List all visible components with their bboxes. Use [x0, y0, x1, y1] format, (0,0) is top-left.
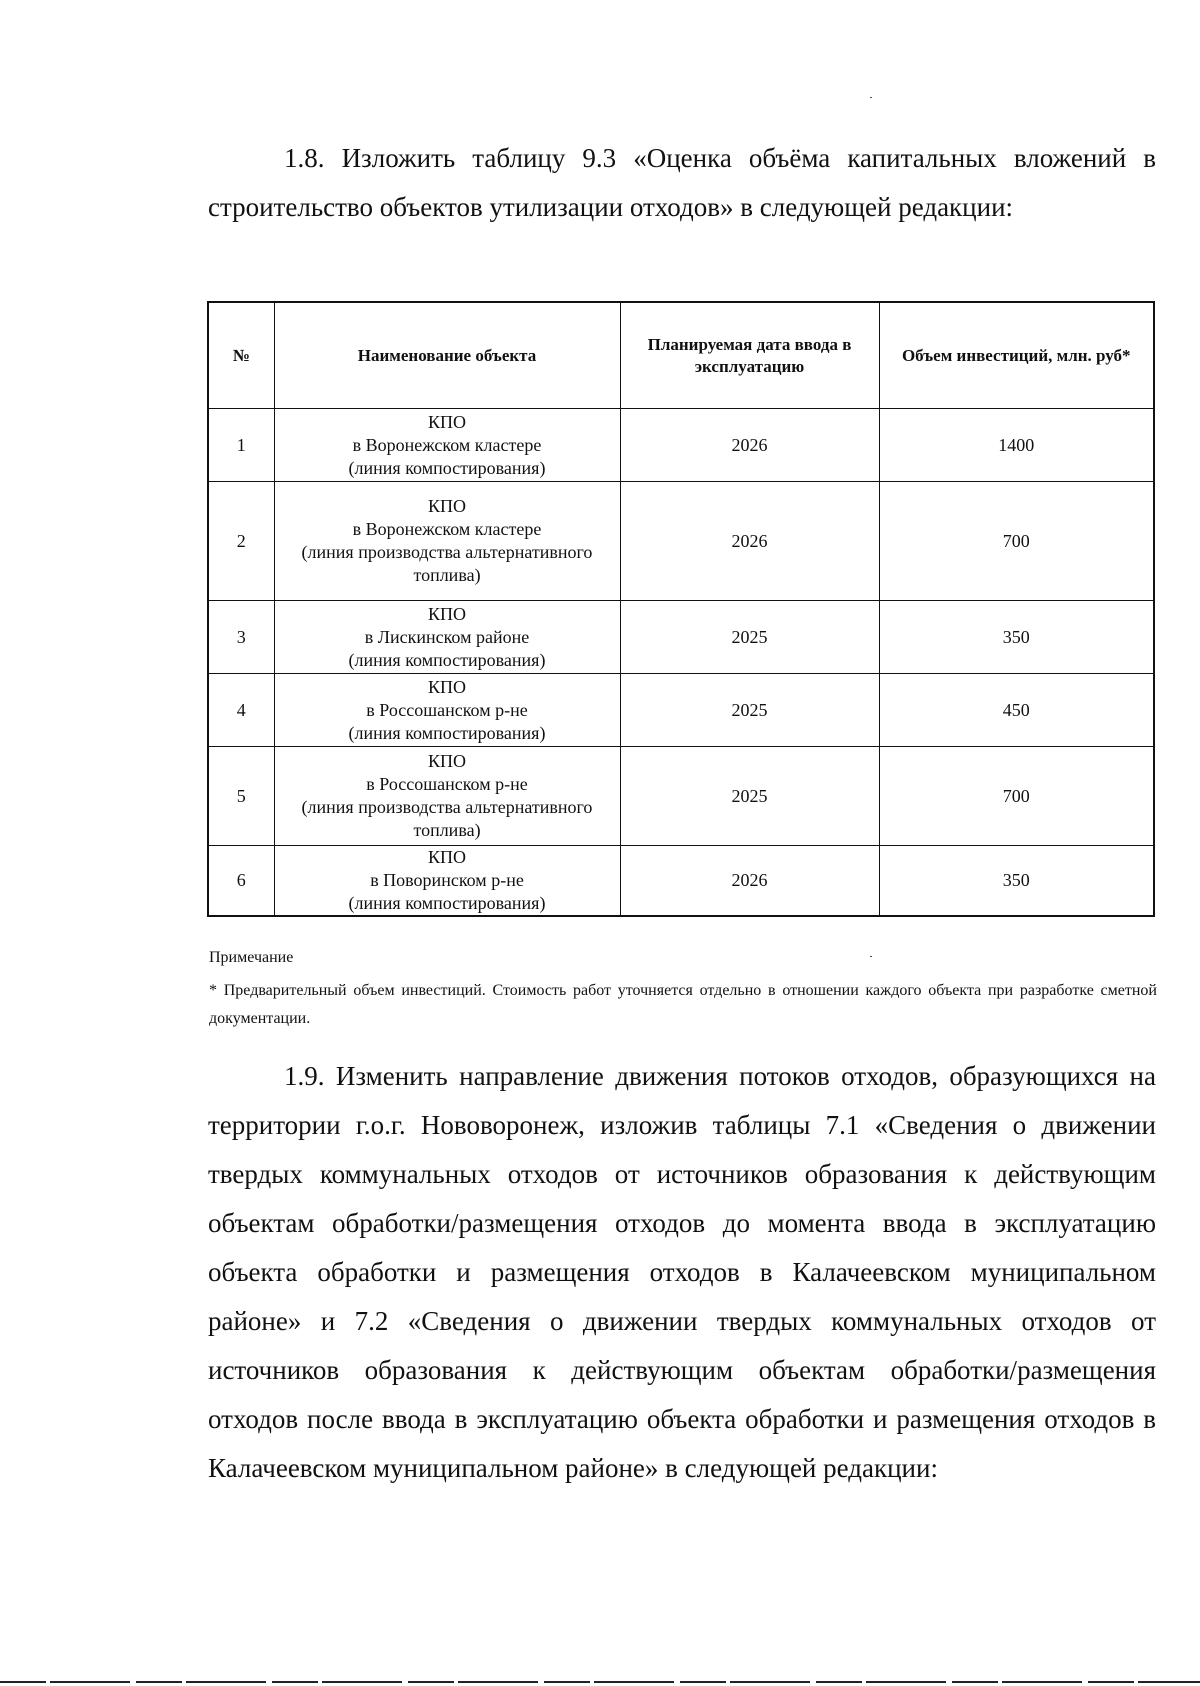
cell-date: 2026 — [620, 409, 879, 482]
cell-name — [274, 409, 620, 482]
cell-name — [274, 674, 620, 747]
cell-date: 2026 — [620, 846, 879, 917]
cell-name-line: (линия компостирования) — [348, 893, 546, 913]
cell-name — [274, 601, 620, 674]
scan-bottom-edge — [0, 1681, 1200, 1683]
cell-name-line: КПО — [427, 496, 466, 516]
cell-num: 4 — [208, 674, 274, 747]
cell-num: 1 — [208, 409, 274, 482]
cell-date: 2025 — [620, 601, 879, 674]
cell-name-line: в Россошанском р-не — [366, 774, 528, 794]
header-num: № — [208, 302, 274, 409]
cell-date: 2025 — [620, 674, 879, 747]
cell-name-line: (линия компостирования) — [348, 649, 546, 670]
cell-num: 2 — [208, 482, 274, 601]
cell-name-line: в Воронежском кластере — [352, 519, 542, 539]
cell-name-line: КПО — [427, 751, 466, 771]
cell-name — [274, 747, 620, 846]
cell-name-line: в Россошанском р-не — [366, 699, 528, 720]
cell-name — [274, 482, 620, 601]
cell-num: 6 — [208, 846, 274, 917]
cell-name-line: в Поворинском р-не — [370, 870, 524, 890]
cell-name — [274, 846, 620, 917]
cell-date: 2025 — [620, 747, 879, 846]
cell-name-line: (линия компостирования) — [348, 722, 546, 743]
table-row — [208, 601, 1154, 674]
cell-investment: 700 — [879, 747, 1154, 846]
cell-name-line: (линия компостирования) — [348, 457, 546, 478]
paragraph-1-9: 1.9. Изменить направление движения потоков отходов, образующихся на территории г.о.г. Нововоронеж, изложив таблицы 7.1 «Сведения о движении твердых коммунальных отходов от источников образования к действующим объектам обработки/размещения отходов до момента ввода в эксплуатацию объекта обработки и размещения отходов в Калачеевском муниципальном районе» и 7.2 «Сведения о движении твердых коммунальных отходов от источников образования к действующим объектам обработки/размещения отходов после ввода в эксплуатацию объекта обработки и размещения отходов в Калачеевском муниципальном районе» в следующей редакции: — [208, 1061, 1156, 1483]
cell-name-line: (линия производства альтернативного — [301, 542, 593, 562]
cell-name-line: КПО — [427, 676, 466, 697]
header-investment: Объем инвестиций, млн. руб* — [879, 302, 1154, 409]
table-row — [208, 409, 1154, 482]
scan-speck — [870, 97, 872, 98]
cell-investment: 450 — [879, 674, 1154, 747]
table-row — [208, 747, 1154, 846]
header-name: Наименование объекта — [274, 302, 620, 409]
note-title: Примечание — [209, 949, 294, 966]
cell-name-line: топлива) — [413, 565, 481, 585]
cell-investment: 350 — [879, 601, 1154, 674]
table-row — [208, 674, 1154, 747]
cell-name-line: КПО — [427, 411, 466, 432]
cell-num: 3 — [208, 601, 274, 674]
cell-name-line: КПО — [427, 603, 466, 624]
table-header-row — [208, 302, 1154, 409]
cell-name-line: в Воронежском кластере — [352, 434, 542, 455]
cell-name-line: КПО — [427, 847, 466, 867]
cell-investment: 700 — [879, 482, 1154, 601]
paragraph-1-8: 1.8. Изложить таблицу 9.3 «Оценка объёма капитальных вложений в строительство объектов утилизации отходов» в следующей редакции: — [208, 143, 1156, 222]
cell-name-line: (линия производства альтернативного — [301, 797, 593, 817]
investment-table — [207, 301, 1155, 917]
table-row — [208, 482, 1154, 601]
cell-investment: 1400 — [879, 409, 1154, 482]
cell-name-line: топлива) — [413, 820, 481, 840]
header-date: Планируемая дата ввода в эксплуатацию — [620, 302, 879, 409]
note-text: * Предварительный объем инвестиций. Стоимость работ уточняется отдельно в отношении каждого объекта при разработке сметной документации. — [209, 982, 1157, 1027]
cell-date: 2026 — [620, 482, 879, 601]
table-row — [208, 846, 1154, 917]
cell-investment: 350 — [879, 846, 1154, 917]
scan-speck — [870, 956, 872, 957]
cell-num: 5 — [208, 747, 274, 846]
cell-name-line: в Лискинском районе — [364, 626, 530, 647]
